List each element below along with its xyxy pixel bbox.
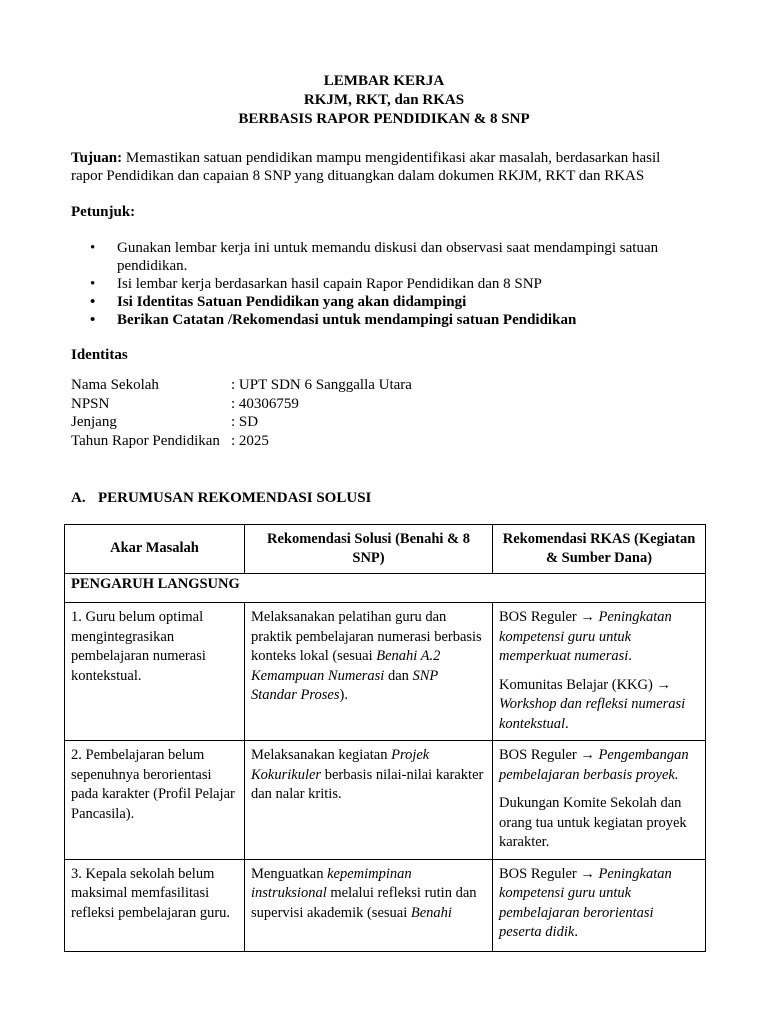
identitas-value: : 40306759: [231, 395, 299, 412]
identitas-label: Jenjang: [71, 414, 117, 431]
solusi-text: berbasis nilai-nilai karakter dan nalar kritis.: [251, 766, 484, 802]
rkas-activity: Pengembangan pembelajaran berbasis proyek.: [499, 747, 689, 783]
akar-masalah-cell: 2. Pembelajaran belum sepenuhnya berorientasi pada karakter (Profil Pelajar Pancasila).: [65, 741, 245, 860]
title-line-2: RKJM, RKT, dan RKAS: [303, 92, 465, 108]
solusi-cell: [245, 859, 493, 951]
section-title: PERUMUSAN REKOMENDASI SOLUSI: [98, 490, 372, 506]
bullet-icon: •: [90, 276, 96, 292]
rkas-end: .: [574, 924, 578, 940]
title-line-1: LEMBAR KERJA: [323, 73, 445, 89]
solusi-text: melalui refleksi rutin dan supervisi akademik (sesuai: [251, 885, 477, 921]
column-header: Rekomendasi Solusi (Benahi & 8 SNP): [245, 525, 493, 574]
solusi-text: ).: [339, 687, 348, 703]
rkas-source: BOS Reguler →: [499, 747, 599, 763]
solusi-text: Menguatkan: [251, 865, 328, 882]
tujuan-paragraph: [71, 149, 681, 185]
tujuan-label: Tujuan:: [71, 150, 123, 166]
list-item-text: Isi Identitas Satuan Pendidikan yang akan didampingi: [117, 294, 467, 310]
solusi-cell: [245, 741, 493, 860]
list-item-text: Berikan Catatan /Rekomendasi untuk mendampingi satuan Pendidikan: [117, 312, 577, 328]
rkas-source: Dukungan Komite Sekolah dan orang tua untuk kegiatan proyek karakter.: [499, 795, 687, 850]
table-group-row: [65, 574, 706, 603]
solusi-text: Melaksanakan pelatihan guru dan praktik pembelajaran numerasi berbasis konteks lokal (sesuai: [251, 609, 482, 664]
list-item: [71, 239, 681, 275]
bullet-icon: •: [90, 312, 96, 328]
identitas-value: : UPT SDN 6 Sanggalla Utara: [231, 377, 412, 393]
list-item-text: Gunakan lembar kerja ini untuk memandu diskusi dan observasi saat mendampingi satuan pendidikan.: [117, 240, 659, 274]
rkas-source: Komunitas Belajar (KKG) →: [499, 676, 671, 693]
solusi-text: Melaksanakan kegiatan: [251, 747, 392, 763]
list-item: [71, 275, 681, 293]
document-title: [0, 72, 768, 129]
tujuan-text: Memastikan satuan pendidikan mampu mengidentifikasi akar masalah, berdasarkan hasil rapor Pendidikan dan capaian 8 SNP yang dituangkan dalam dokumen RKJM, RKT dan RKAS: [71, 150, 661, 184]
rekomendasi-table: [64, 524, 706, 952]
rkas-source: BOS Reguler →: [499, 865, 599, 882]
section-number: A.: [71, 490, 86, 506]
rkas-activity: Workshop dan refleksi numerasi kontekstual: [499, 696, 686, 732]
petunjuk-list: [71, 239, 681, 329]
list-item-text: Isi lembar kerja berdasarkan hasil capain Rapor Pendidikan dan 8 SNP: [117, 276, 542, 292]
table-row: [65, 603, 706, 741]
petunjuk-heading: Petunjuk:: [71, 204, 136, 220]
identitas-row: [71, 413, 412, 432]
solusi-cell: [245, 603, 493, 741]
identitas-row: [71, 395, 412, 414]
rkas-activity: Peningkatan kompetensi guru untuk pembelajaran berorientasi peserta didik: [499, 865, 672, 940]
bullet-icon: •: [90, 240, 96, 256]
identitas-label: Tahun Rapor Pendidikan: [71, 433, 220, 450]
rkas-item: [499, 794, 699, 853]
section-heading: [71, 489, 371, 507]
rkas-cell: [493, 741, 706, 860]
rkas-source: BOS Reguler →: [499, 609, 599, 625]
rkas-end: .: [565, 715, 569, 732]
solusi-italic: kepemimpinan instruksional: [251, 865, 412, 901]
akar-masalah-cell: 3. Kepala sekolah belum maksimal memfasilitasi refleksi pembelajaran guru.: [65, 859, 245, 951]
identitas-heading: Identitas: [71, 347, 128, 363]
identitas-value: : SD: [231, 414, 259, 431]
title-line-3: BERBASIS RAPOR PENDIDIKAN & 8 SNP: [238, 111, 530, 127]
rkas-end: .: [628, 648, 632, 664]
rkas-item: [499, 676, 699, 735]
identitas-row: [71, 432, 412, 451]
table-header-row: [65, 525, 706, 574]
list-item: [71, 311, 681, 329]
rkas-item: [499, 608, 699, 667]
table-row: [65, 741, 706, 860]
identitas-label: NPSN: [71, 395, 110, 412]
solusi-text: dan: [384, 667, 413, 684]
rkas-cell: [493, 603, 706, 741]
identitas-label: Nama Sekolah: [71, 377, 159, 393]
identitas-value: : 2025: [231, 433, 269, 450]
rkas-activity: Peningkatan kompetensi guru untuk memperkuat numerasi: [499, 609, 672, 664]
rkas-item: [499, 746, 699, 785]
solusi-italic: Benahi A.2 Kemampuan Numerasi: [251, 648, 441, 684]
solusi-italic: Projek Kokurikuler: [251, 747, 430, 783]
akar-masalah-cell: 1. Guru belum optimal mengintegrasikan pembelajaran numerasi kontekstual.: [65, 603, 245, 741]
bullet-icon: •: [90, 294, 96, 310]
column-header: Rekomendasi RKAS (Kegiatan & Sumber Dana): [493, 525, 706, 574]
identitas-row: [71, 376, 412, 395]
list-item: [71, 293, 681, 311]
table-row: [65, 859, 706, 951]
group-label: PENGARUH LANGSUNG: [65, 574, 706, 603]
column-header: Akar Masalah: [65, 525, 245, 574]
rkas-item: [499, 865, 699, 943]
solusi-italic: Benahi: [410, 904, 452, 921]
rkas-cell: [493, 859, 706, 951]
identitas-table: [71, 376, 412, 451]
solusi-italic: SNP Standar Proses: [251, 667, 439, 703]
